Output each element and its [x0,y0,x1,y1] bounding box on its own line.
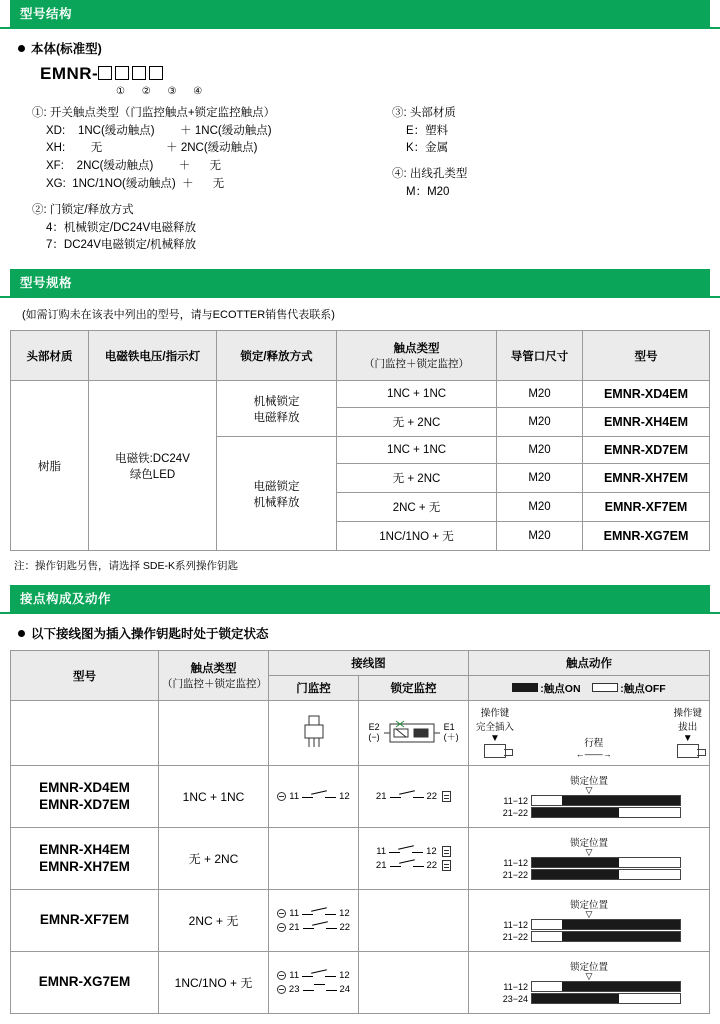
spec-model-3: EMNR-XH7EM [583,464,710,493]
timing-bar-2-0 [531,919,681,930]
spec-contact-1: 无 + 2NC [337,408,497,437]
contact-col-model: 型号 [11,651,159,701]
legend-item1-row-3: XG: 1NC/1NO(缓动触点) ＋ 无 [46,177,225,190]
spec-material-value: 树脂 [11,381,89,551]
spec-contact-2: 1NC + 1NC [337,437,497,464]
spec-contact-0: 1NC + 1NC [337,381,497,408]
spec-contact-5: 1NC/1NO + 无 [337,522,497,551]
spec-contact-4: 2NC + 无 [337,493,497,522]
door-term-2-a: 11 [289,908,300,920]
arrow-down-icon-1: ▼ [490,733,500,745]
coil-e1-label: E1 [443,722,455,733]
timing-bar-2-1 [531,931,681,942]
spec-col-contact [337,331,497,381]
spec-lock-group-1 [217,381,337,437]
legend-off-swatch [592,683,618,692]
timing-diagram-3 [491,956,687,1009]
spec-lock-group-1-line1: 机械锁定 [253,395,300,408]
contact-col-type-main: 触点类型 [190,663,237,676]
action-pictogram [472,705,706,761]
timing-label-1-0: 11−12 [503,857,528,868]
lock-position-label-1: 锁定位置 [569,838,608,850]
door-contact-3-2 [272,984,355,995]
legend-item1-row-0: XD: 1NC(缓动触点) ＋ 1NC(缓动触点) [46,124,272,137]
contact-model-2 [11,890,159,952]
contact-timing-3 [469,952,710,1014]
contact-lock-wiring-1 [359,828,469,890]
coil-terminal-e1 [444,723,459,743]
timing-bar-0-0 [531,795,681,806]
contact-header-row-1 [11,651,710,676]
spec-note-bottom: 注：操作钥匙另售，请选择 SDE-K系列操作钥匙 [14,560,239,573]
diagram-coil-icon-cell [359,701,469,766]
contact-col-wiring: 接线图 [269,651,469,676]
door-term-3-a: 11 [289,970,300,982]
legend-on-label: :触点ON [540,682,581,695]
coil-terminal-e2 [368,723,379,743]
spec-conduit-5: M20 [497,522,583,551]
timing-label-0-0: 11−12 [503,795,528,806]
terminal-circle-icon [277,792,286,801]
contact-col-action: 触点动作 [469,651,710,676]
section-header-spec [0,269,720,298]
spec-col-contact-main: 触点类型 [393,343,440,356]
contact-timing-0 [469,766,710,828]
spec-col-lock: 锁定/释放方式 [217,331,337,381]
nc-contact-icon-5 [302,908,336,919]
section-title-contact: 接点构成及动作 [10,585,710,612]
legend-spacer-2 [392,158,702,166]
lock-term-0-a: 21 [375,791,387,803]
timing-label-3-1: 23−24 [502,993,528,1004]
spec-model-2: EMNR-XD7EM [583,437,710,464]
spec-lock-group-2-line1: 电磁锁定 [253,480,300,493]
timing-row-0-0 [491,795,687,806]
door-contact-0-1 [272,791,355,802]
spec-conduit-3: M20 [497,464,583,493]
spec-note-top: (如需订购未在该表中列出的型号，请与ECOTTER销售代表联系) [22,309,335,322]
spec-contact-3: 无 + 2NC [337,464,497,493]
door-term-0-b: 12 [339,791,350,803]
table-row [11,766,710,828]
table-row [11,890,710,952]
lock-position-label-2: 锁定位置 [569,900,608,912]
nc-contact-icon-4 [390,860,424,871]
lock-position-label-0: 锁定位置 [569,776,608,788]
door-term-3-d: 24 [339,984,351,996]
diagram-row-blank-type [159,701,269,766]
spec-lock-group-2 [217,437,337,551]
table-row [11,952,710,1014]
legend-off-label: :触点OFF [620,682,666,695]
spec-lock-group-1-line2: 电磁释放 [253,411,300,424]
timing-row-2-1 [491,931,687,942]
contact-col-type-sub: （门监控＋锁定监控） [162,678,267,691]
legend-item3-head: ③: 头部材质 [392,106,456,119]
key-in-label-1: 操作键 [480,708,510,720]
legend-on-swatch [512,683,538,692]
contact-col-type [159,651,269,701]
spec-voltage-line2: 绿色LED [129,468,176,481]
bullet-dot-icon [18,45,25,52]
contact-type-1: 无 + 2NC [159,828,269,890]
spec-voltage-value [89,381,217,551]
model-code-block [40,65,720,97]
contact-model-0-a: EMNR-XD4EM [39,779,130,795]
spec-model-4: EMNR-XF7EM [583,493,710,522]
contact-timing-2 [469,890,710,952]
contact-model-0-b: EMNR-XD7EM [39,796,130,812]
nc-contact-icon-3 [389,846,423,857]
key-in-label-2: 完全插入 [476,722,515,734]
contact-door-wiring-0 [269,766,359,828]
model-code-row [40,65,720,84]
contact-model-1-a: EMNR-XH4EM [39,841,130,857]
lock-position-marker-3: ▽ [585,971,593,982]
action-header-pictogram-cell [469,701,710,766]
timing-bar-0-1 [531,807,681,818]
key-out-label-2: 拔出 [678,722,698,734]
timing-row-1-0 [491,857,687,868]
lock-contact-0-1 [362,791,465,802]
contact-lock-wiring-3 [359,952,469,1014]
terminal-circle-icon-2 [277,909,286,918]
model-code-boxes [98,65,166,84]
model-code-prefix: EMNR- [40,64,99,83]
lock-contact-1-2 [362,860,465,871]
contact-bullet [18,624,720,642]
contact-door-wiring-2 [269,890,359,952]
travel-label: 行程 [584,738,604,750]
door-term-2-d: 22 [339,922,351,934]
contact-door-wiring-1 [269,828,359,890]
spec-model-5: EMNR-XG7EM [583,522,710,551]
structure-legend-right [378,105,702,256]
timing-row-3-0 [491,981,687,992]
spec-table [10,330,710,551]
spec-conduit-0: M20 [497,381,583,408]
lock-term-1-b: 12 [426,846,437,858]
timing-bar-1-0 [531,857,681,868]
timing-row-0-1 [491,807,687,818]
legend-item1-head: ①: 开关触点类型（门监控触点+锁定监控触点） [32,106,276,119]
spec-col-material: 头部材质 [11,331,89,381]
spec-voltage-line1: 电磁铁:DC24V [115,452,190,465]
lock-term-1-d: 22 [426,860,438,872]
spec-model-1: EMNR-XH4EM [583,408,710,437]
spec-col-model: 型号 [583,331,710,381]
terminal-circle-icon-4 [277,971,286,980]
legend-spacer [32,194,378,202]
lock-term-0-b: 22 [426,791,438,803]
table-row [11,828,710,890]
coil-e2-label: E2 [368,722,380,733]
lock-position-label-3: 锁定位置 [569,962,608,974]
lock-position-marker-0: ▽ [585,785,593,796]
contact-lock-wiring-0 [359,766,469,828]
table-row [11,381,710,408]
travel-group [576,735,612,761]
timing-bar-3-0 [531,981,681,992]
legend-item2-row-0: 4：机械锁定/DC24V电磁释放 [46,221,197,234]
door-contact-2-1 [272,908,355,919]
lock-term-1-c: 21 [375,860,387,872]
contact-legend-onoff [469,676,710,701]
lock-position-marker-1: ▽ [585,847,593,858]
spec-conduit-4: M20 [497,493,583,522]
contact-type-2: 2NC + 无 [159,890,269,952]
timing-diagram-2 [491,894,687,947]
contact-model-0 [11,766,159,828]
spec-conduit-1: M20 [497,408,583,437]
nc-contact-icon-2 [390,791,424,802]
spec-col-voltage: 电磁铁电压/指示灯 [89,331,217,381]
terminal-circle-icon-5 [277,985,286,994]
section-header-contact [0,585,720,614]
structure-legend [0,105,720,256]
connector-icon [301,715,327,749]
timing-row-2-0 [491,919,687,930]
timing-bar-3-1 [531,993,681,1004]
legend-item2-head: ②: 门锁定/释放方式 [32,203,134,216]
section-title-structure: 型号结构 [10,0,710,27]
contact-table [10,650,710,1014]
contact-col-wiring-lock: 锁定监控 [359,676,469,701]
travel-arrow-icon: ←——→ [575,749,612,760]
spec-conduit-2: M20 [497,437,583,464]
coil-e1-sign: (＋) [443,732,459,743]
spec-col-conduit: 导管口尺寸 [497,331,583,381]
timing-row-3-1 [491,993,687,1004]
code-box-1 [98,66,112,80]
code-box-2 [115,66,129,80]
terminal-block-icon-2 [442,846,451,857]
legend-item2-row-1: 7：DC24V电磁锁定/机械释放 [46,239,197,252]
key-removed-group [673,705,702,761]
contact-diagram-row [11,701,710,766]
timing-label-1-1: 21−22 [502,869,528,880]
lock-position-marker-2: ▽ [585,909,593,920]
coil-circuit-icon [384,718,440,748]
contact-model-3-a: EMNR-XG7EM [38,974,131,990]
contact-bullet-label: 以下接线图为插入操作钥匙时处于锁定状态 [31,627,269,642]
spec-table-header-row [11,331,710,381]
coil-e2-sign: (−) [368,732,380,743]
lock-term-1-a: 11 [376,846,387,858]
contact-lock-wiring-2 [359,890,469,952]
spec-model-0: EMNR-XD4EM [583,381,710,408]
timing-label-2-0: 11−12 [503,919,528,930]
spec-lock-group-2-line2: 机械释放 [253,496,300,509]
door-term-3-b: 12 [339,970,350,982]
door-term-2-b: 12 [339,908,350,920]
legend-item3-row-0: E：塑料 [406,124,449,137]
legend-item4-head: ④: 出线孔类型 [392,168,468,181]
contact-model-2-a: EMNR-XF7EM [39,912,130,928]
door-term-2-c: 21 [288,922,300,934]
terminal-circle-icon-3 [277,923,286,932]
door-contact-2-2 [272,922,355,933]
legend-item1-row-1: XH: 无 ＋ 2NC(缓动触点) [46,142,258,155]
lock-contact-1-1 [362,846,465,857]
code-box-3 [132,66,146,80]
diagram-connector-icon-cell [269,701,359,766]
legend-item4-row-0: M：M20 [406,185,450,198]
diagram-row-blank-model [11,701,159,766]
nc-contact-icon-7 [302,970,336,981]
arrow-down-icon-2: ▼ [682,733,693,745]
contact-model-1-b: EMNR-XH7EM [39,858,130,874]
timing-diagram-1 [491,832,687,885]
timing-diagram-0 [491,770,687,823]
door-term-3-c: 23 [288,984,300,996]
model-code-numbers: ① ② ③ ④ [116,85,210,97]
timing-label-3-0: 11−12 [503,981,528,992]
timing-label-0-1: 21−22 [502,807,528,818]
key-out-label-1: 操作键 [673,708,702,720]
section-header-structure [0,0,720,29]
nc-contact-icon [302,791,336,802]
nc-contact-icon-6 [303,922,337,933]
contact-type-3: 1NC/1NO + 无 [159,952,269,1014]
door-term-0-a: 11 [289,791,300,803]
code-box-4 [149,66,163,80]
contact-door-wiring-3 [269,952,359,1014]
contact-col-wiring-door: 门监控 [269,676,359,701]
section-title-spec: 型号规格 [10,269,710,296]
contact-model-1 [11,828,159,890]
timing-label-2-1: 21−22 [502,931,528,942]
bullet-dot-icon-2 [18,630,25,637]
contact-timing-1 [469,828,710,890]
no-contact-icon [303,984,337,995]
key-icon-inserted [484,744,506,758]
legend-item3-row-1: K：金属 [406,142,449,155]
key-icon-removed [677,744,699,758]
door-contact-3-1 [272,970,355,981]
spec-col-contact-sub: （门监控＋锁定监控） [364,358,469,371]
contact-type-0: 1NC + 1NC [159,766,269,828]
structure-bullet [18,39,720,57]
legend-item1-row-2: XF: 2NC(缓动触点) ＋ 无 [46,160,222,173]
terminal-block-icon [442,791,451,802]
structure-legend-left [18,105,378,256]
contact-model-3 [11,952,159,1014]
structure-bullet-label: 本体(标准型) [31,42,102,56]
terminal-block-icon-3 [442,860,451,871]
key-inserted-group [476,705,514,761]
